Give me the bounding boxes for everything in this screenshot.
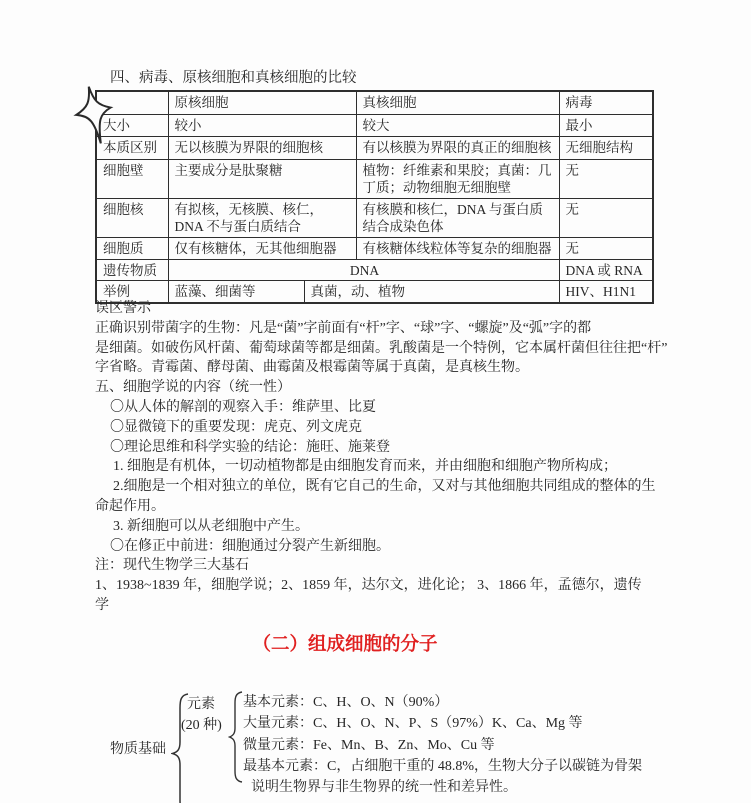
text-line: 〇从人体的解剖的观察入手：维萨里、比夏 (110, 399, 376, 415)
row-label: 细胞壁 (96, 159, 168, 198)
row-label: 本质区别 (96, 136, 168, 159)
element-count-label: (20 种) (181, 718, 222, 733)
cell-prokaryote: 仅有核糖体，无其他细胞器 (168, 237, 356, 259)
cell-prokaryote: 蓝藻、细菌等 (168, 281, 304, 303)
table-row (96, 114, 653, 136)
cell-eukaryote: 真菌，动、植物 (304, 281, 559, 303)
cell-prokaryote: 较小 (168, 114, 356, 136)
element-items-list (243, 692, 642, 798)
material-basis-label: 物质基础 (110, 742, 166, 757)
header-cell-prokaryote: 原核细胞 (168, 91, 356, 114)
section2-heading: （二）组成细胞的分子 (252, 635, 438, 655)
row-label: 举例 (96, 281, 168, 303)
text-line: 1. 细胞是有机体，一切动植物都是由细胞发育而来，并由细胞和细胞产物所构成； (113, 459, 617, 475)
misconception-title: 误区警示 (95, 301, 151, 316)
text-line: 字省略。青霉菌、酵母菌、曲霉菌及根霉菌等属于真菌，是真核生物。 (95, 360, 529, 376)
list-item: 大量元素：C、H、O、N、P、S（97%）K、Ca、Mg 等 (243, 716, 583, 732)
list-item: 说明生物界与非生物界的统一性和差异性。 (251, 780, 517, 796)
cell-eukaryote: 有核糖体线粒体等复杂的细胞器 (356, 237, 559, 259)
text-line: 2.细胞是一个相对独立的单位，既有它自己的生命，又对与其他细胞共同组成的整体的生 (113, 479, 656, 495)
cell-virus: HIV、H1N1 (559, 281, 653, 303)
text-line: 〇理论思维和科学实验的结论：施旺、施莱登 (110, 439, 390, 455)
header-cell-virus: 病毒 (559, 91, 653, 114)
table-row (96, 259, 653, 281)
cell-eukaryote: 有核膜和核仁，DNA 与蛋白质结合成染色体 (356, 198, 559, 237)
cell-eukaryote: 有以核膜为界限的真正的细胞核 (356, 136, 559, 159)
comparison-table (95, 90, 654, 304)
header-cell-eukaryote: 真核细胞 (356, 91, 559, 114)
cell-virus: DNA 或 RNA (559, 259, 653, 281)
row-label: 细胞核 (96, 198, 168, 237)
list-item: 基本元素：C、H、O、N（90%） (243, 695, 449, 710)
table-row (96, 237, 653, 259)
text-line: 〇在修正中前进：细胞通过分裂产生新细胞。 (110, 538, 390, 554)
section4-title: 四、病毒、原核细胞和真核细胞的比较 (110, 70, 357, 86)
table-header-row (96, 91, 653, 114)
cell-eukaryote: 植物：纤维素和果胶；真菌：几丁质；动物细胞无细胞壁 (356, 159, 559, 198)
cell-prokaryote: 有拟核，无核膜、核仁，DNA 不与蛋白质结合 (168, 198, 356, 237)
cell-virus: 最小 (559, 114, 653, 136)
element-label: 元素 (187, 697, 215, 712)
list-item: 最基本元素：C，占细胞干重的 48.8%，生物大分子以碳链为骨架 (243, 758, 642, 774)
section5-title: 五、细胞学说的内容（统一性） (95, 380, 291, 396)
table-row (96, 136, 653, 159)
list-item: 微量元素：Fe、Mn、B、Zn、Mo、Cu 等 (243, 737, 495, 753)
cell-prokaryote: 主要成分是肽聚糖 (168, 159, 356, 198)
table-row (96, 159, 653, 198)
cell-virus: 无 (559, 237, 653, 259)
cell-eukaryote: 较大 (356, 114, 559, 136)
row-label: 遗传物质 (96, 259, 168, 281)
text-line: 〇显微镜下的重要发现：虎克、列文虎克 (110, 419, 362, 435)
text-line: 3. 新细胞可以从老细胞中产生。 (113, 518, 309, 534)
cell-prokaryote: 无以核膜为界限的细胞核 (168, 136, 356, 159)
table-row (96, 198, 653, 237)
body-text-block (95, 299, 675, 616)
note-line: 注：现代生物学三大基石 (95, 558, 249, 574)
text-line: 正确识别带菌字的生物：凡是“菌”字前面有“杆”字、“球”字、“螺旋”及“弧”字的都 (95, 320, 592, 336)
cell-merged-dna: DNA (168, 259, 559, 281)
cell-virus: 无 (559, 198, 653, 237)
milestones-line-cont: 学 (95, 597, 109, 613)
text-line: 命起作用。 (95, 498, 165, 514)
row-label: 大小 (96, 114, 168, 136)
row-label: 细胞质 (96, 237, 168, 259)
text-line: 是细菌。如破伤风杆菌、葡萄球菌等都是细菌。乳酸菌是一个特例，它本属杆菌但往往把“杆” (95, 340, 668, 356)
milestones-line: 1、1938~1839 年，细胞学说；2、1859 年，达尔文，进化论； 3、1866 年，孟德尔，遗传 (95, 578, 642, 594)
cell-virus: 无细胞结构 (559, 136, 653, 159)
cell-virus: 无 (559, 159, 653, 198)
